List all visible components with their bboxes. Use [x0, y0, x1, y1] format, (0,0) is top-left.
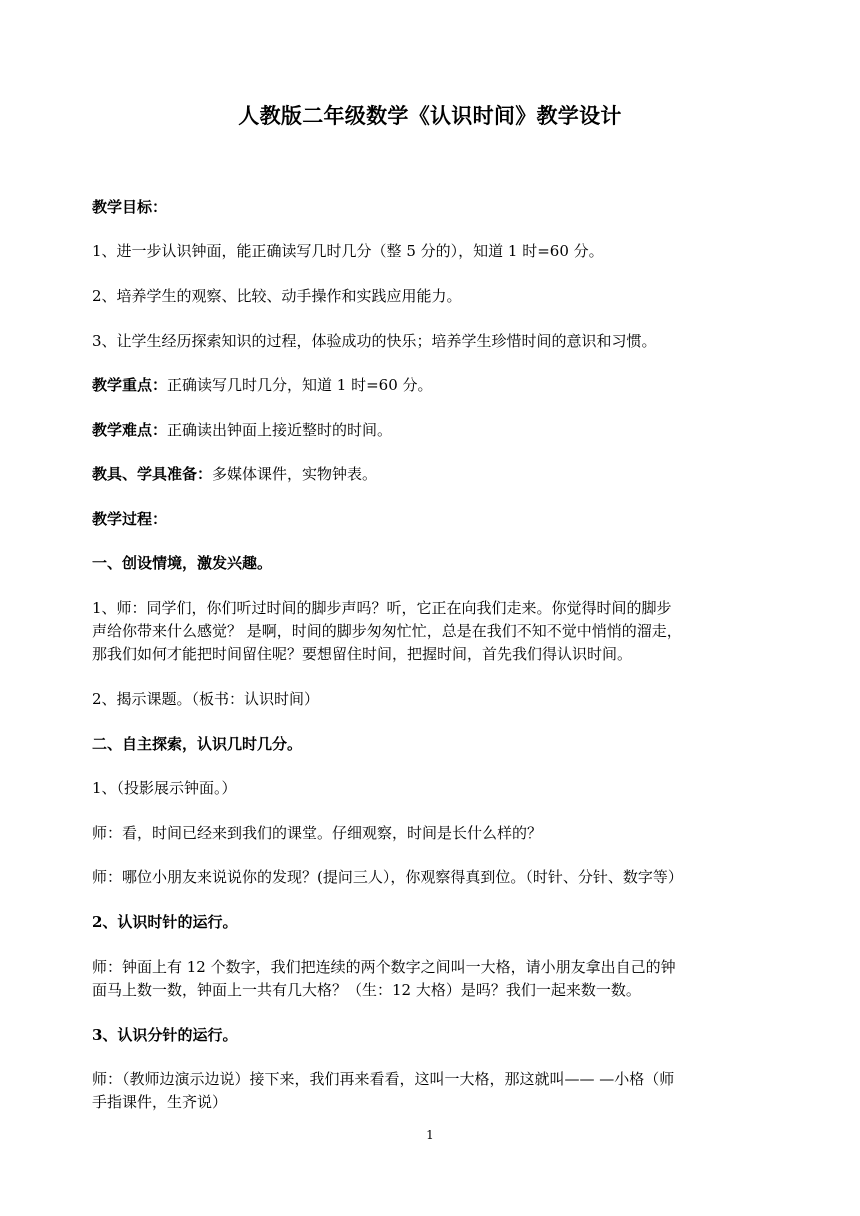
- s1-item1-line2: 声给你带来什么感觉？ 是啊，时间的脚步匆匆忙忙，总是在我们不知不觉中悄悄的溜走，: [92, 622, 682, 640]
- tools-paragraph: [92, 463, 782, 486]
- s2-teacher-2: 师：哪位小朋友来说说你的发现？(提问三人），你观察得真到位。（时针、分针、数字等）: [92, 868, 683, 886]
- goal-2: 2、培养学生的观察、比较、动手操作和实践应用能力。: [92, 287, 462, 305]
- goals-heading: 教学目标：: [92, 198, 168, 216]
- section-1-heading: 一、创设情境，激发兴趣。: [92, 554, 273, 572]
- s2-item2-heading: 2、认识时针的运行。: [92, 913, 238, 931]
- tools-label: 教具、学具准备：: [92, 465, 213, 483]
- difficulty-label: 教学难点：: [92, 421, 168, 439]
- s1-item2: 2、揭示课题。（板书：认识时间）: [92, 690, 320, 708]
- page-title: 人教版二年级数学《认识时间》教学设计: [238, 103, 622, 128]
- s2-teacher-1: 师：看，时间已经来到我们的课堂。仔细观察，时间是长什么样的？: [92, 824, 543, 842]
- s2-item1: 1、（投影展示钟面。）: [92, 779, 237, 797]
- s2-item2-line1: 师：钟面上有 12 个数字，我们把连续的两个数字之间叫一大格，请小朋友拿出自己的钟: [92, 958, 676, 976]
- section-2-heading: 二、自主探索，认识几时几分。: [92, 735, 303, 753]
- difficulty-paragraph: [92, 419, 782, 442]
- s2-item3-heading: 3、认识分针的运行。: [92, 1026, 238, 1044]
- goal-3: 3、让学生经历探索知识的过程，体验成功的快乐；培养学生珍惜时间的意识和习惯。: [92, 332, 657, 350]
- s2-item3-line1: 师：（教师边演示边说）接下来，我们再来看看，这叫一大格，那这就叫—— —小格（师: [92, 1070, 675, 1088]
- key-point-paragraph: [92, 374, 782, 397]
- s2-item2-line2: 面马上数一数，钟面上一共有几大格？（生：12 大格）是吗？我们一起来数一数。: [92, 981, 641, 999]
- tools-text: 多媒体课件，实物钟表。: [212, 465, 378, 483]
- key-point-label: 教学重点：: [92, 376, 168, 394]
- s1-item1-line3: 那我们如何才能把时间留住呢？要想留住时间，把握时间，首先我们得认识时间。: [92, 645, 633, 663]
- key-point-text: 正确读写几时几分，知道 1 时=60 分。: [167, 376, 433, 394]
- s1-item1-line1: 1、师：同学们，你们听过时间的脚步声吗？听，它正在向我们走来。你觉得时间的脚步: [92, 599, 672, 617]
- page-number: 1: [426, 1128, 434, 1142]
- goal-1: 1、进一步认识钟面，能正确读写几时几分（整 5 分的），知道 1 时=60 分。: [92, 242, 604, 260]
- s2-item3-line2: 手指课件，生齐说）: [92, 1093, 228, 1111]
- process-heading: 教学过程：: [92, 510, 168, 528]
- difficulty-text: 正确读出钟面上接近整时的时间。: [167, 421, 393, 439]
